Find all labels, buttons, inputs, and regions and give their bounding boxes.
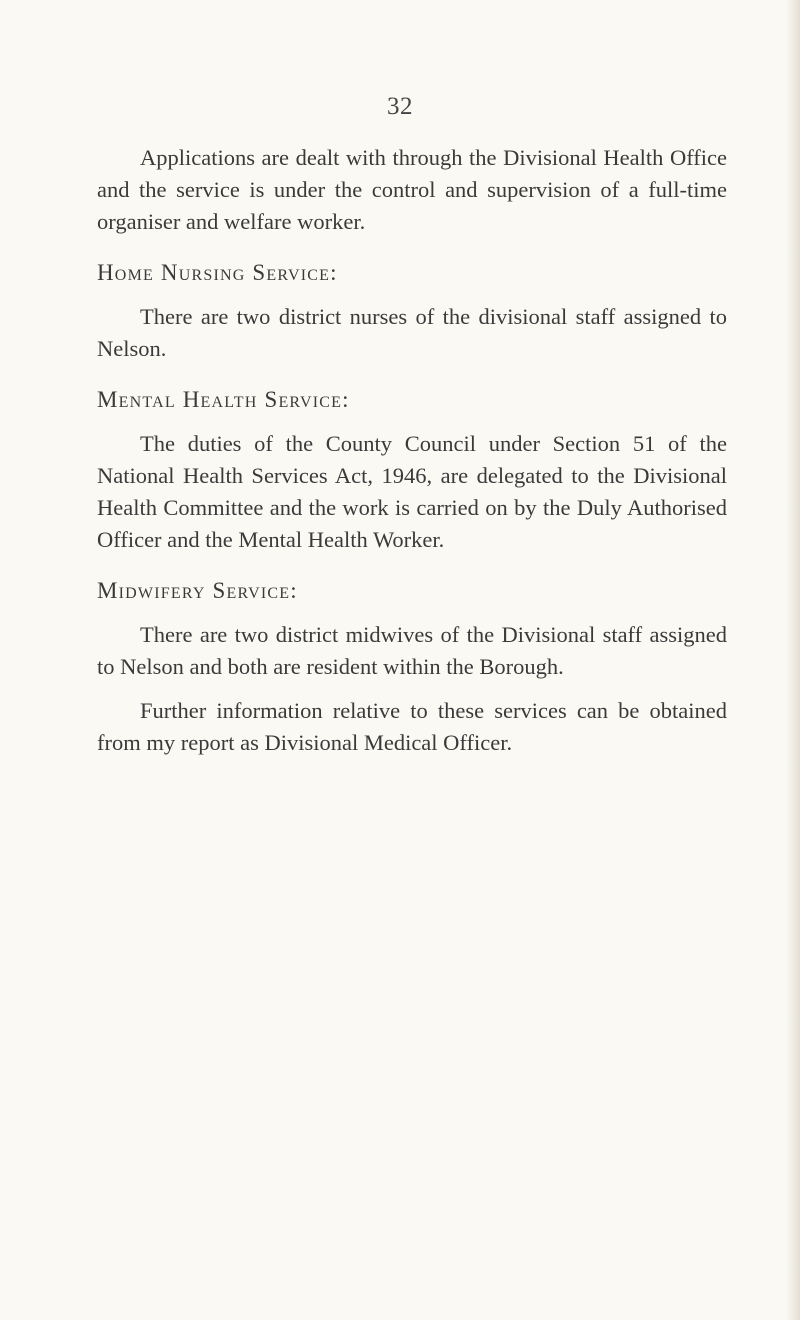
home-nursing-paragraph: There are two district nurses of the divisional staff assigned to Nelson. xyxy=(97,304,727,361)
mental-health-heading: Mental Health Service: xyxy=(97,387,350,412)
intro-paragraph: Applications are dealt with through the Divisional Health Office and the service is under the control and supervision of a full-time organiser and welfare worker. xyxy=(97,145,727,234)
page-edge-shadow xyxy=(786,0,800,1320)
page-number: 32 xyxy=(387,93,413,120)
document-body xyxy=(97,142,727,759)
midwifery-heading: Midwifery Service: xyxy=(97,578,298,603)
midwifery-paragraph: There are two district midwives of the Divisional staff assigned to Nelson and both are resident within the Borough. xyxy=(97,622,727,679)
further-info-paragraph: Further information relative to these services can be obtained from my report as Divisional Medical Officer. xyxy=(97,698,727,755)
home-nursing-heading: Home Nursing Service: xyxy=(97,260,338,285)
mental-health-paragraph: The duties of the County Council under Section 51 of the National Health Services Act, 1946, are delegated to the Divisional Health Committee and the work is carried on by the Duly Authorised Officer and the Mental Health Worker. xyxy=(97,431,727,552)
